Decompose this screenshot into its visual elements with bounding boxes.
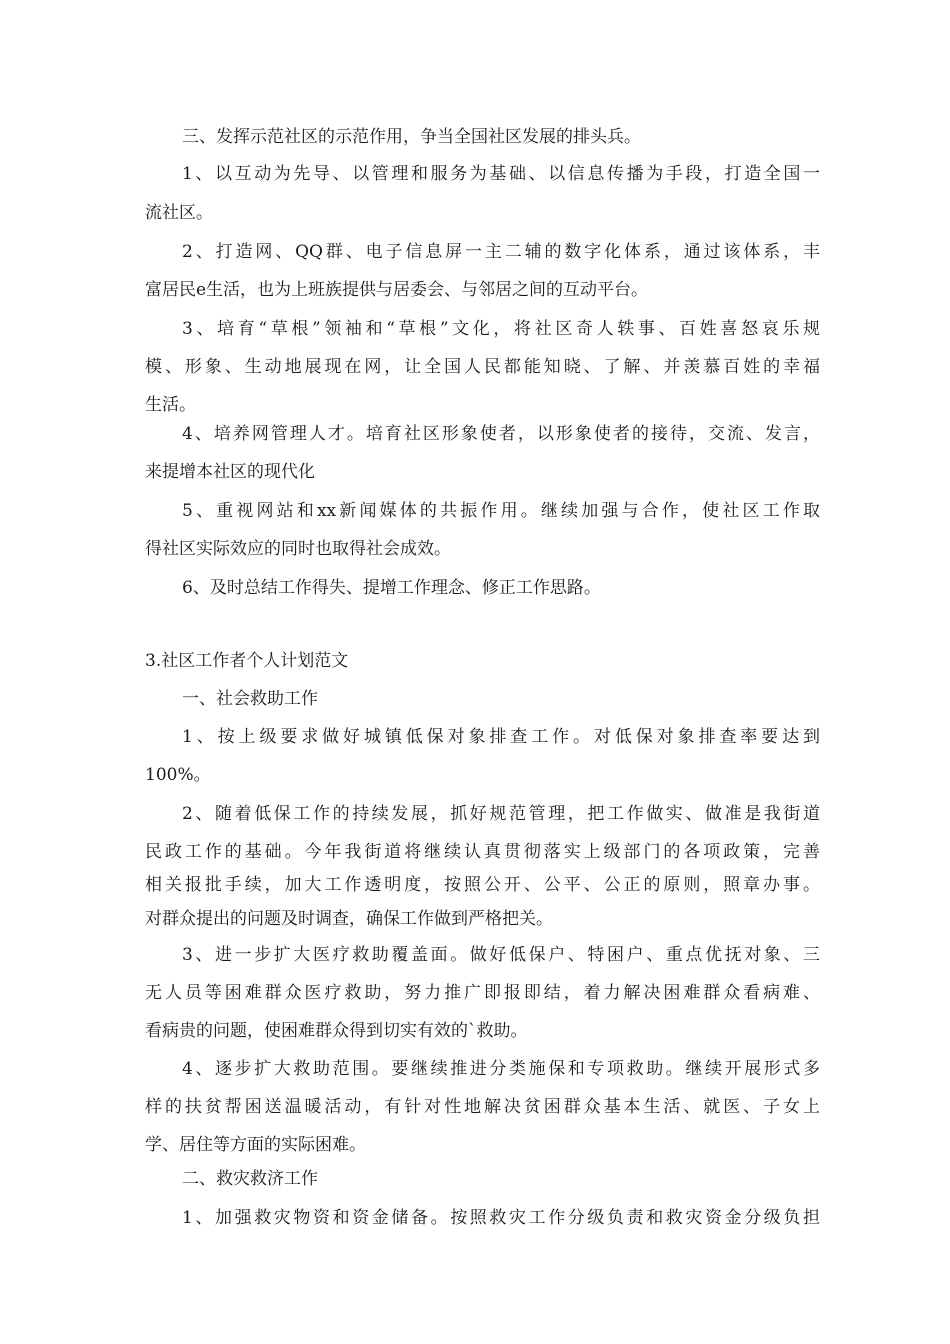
paragraph-line: 1、按上级要求做好城镇低保对象排查工作。对低保对象排查率要达到 xyxy=(182,727,820,747)
paragraph-line: 4、培养网管理人才。培育社区形象使者，以形象使者的接待，交流、发言， xyxy=(182,424,820,444)
paragraph-line: 5、重视网站和xx新闻媒体的共振作用。继续加强与合作，使社区工作取 xyxy=(182,501,820,521)
paragraph-line: 1、以互动为先导、以管理和服务为基础、以信息传播为手段，打造全国一 xyxy=(182,164,820,184)
paragraph-line: 流社区。 xyxy=(145,203,213,223)
paragraph-line: 3、进一步扩大医疗救助覆盖面。做好低保户、特困户、重点优抚对象、三 xyxy=(182,945,820,965)
section-title: 3.社区工作者个人计划范文 xyxy=(145,651,349,671)
section-heading: 三、发挥示范社区的示范作用，争当全国社区发展的排头兵。 xyxy=(182,127,641,147)
paragraph-line: 2、随着低保工作的持续发展，抓好规范管理，把工作做实、做准是我街道 xyxy=(182,804,820,824)
paragraph-line: 相关报批手续，加大工作透明度，按照公开、公平、公正的原则，照章办事。 xyxy=(145,875,820,895)
paragraph-line: 2、打造网、QQ群、电子信息屏一主二辅的数字化体系，通过该体系，丰 xyxy=(182,242,820,262)
paragraph-line: 模、形象、生动地展现在网，让全国人民都能知晓、了解、并羡慕百姓的幸福 xyxy=(145,357,820,377)
paragraph-line: 富居民e生活，也为上班族提供与居委会、与邻居之间的互动平台。 xyxy=(145,280,649,300)
paragraph-line: 看病贵的问题，使困难群众得到切实有效的`救助。 xyxy=(145,1021,528,1041)
subsection-heading: 二、救灾救济工作 xyxy=(182,1169,318,1189)
paragraph-line: 3、培育“草根”领袖和“草根”文化，将社区奇人轶事、百姓喜怒哀乐规 xyxy=(182,319,820,339)
paragraph-line: 得社区实际效应的同时也取得社会成效。 xyxy=(145,539,451,559)
paragraph-line: 学、居住等方面的实际困难。 xyxy=(145,1135,366,1155)
paragraph-line: 6、及时总结工作得失、提增工作理念、修正工作思路。 xyxy=(182,578,601,598)
paragraph-line: 样的扶贫帮困送温暖活动，有针对性地解决贫困群众基本生活、就医、子女上 xyxy=(145,1097,820,1117)
paragraph-line: 生活。 xyxy=(145,395,196,415)
paragraph-line: 来提增本社区的现代化 xyxy=(145,462,315,482)
subsection-heading: 一、社会救助工作 xyxy=(182,689,318,709)
paragraph-line: 100%。 xyxy=(145,765,211,785)
paragraph-line: 1、加强救灾物资和资金储备。按照救灾工作分级负责和救灾资金分级负担 xyxy=(182,1208,820,1228)
paragraph-line: 对群众提出的问题及时调查，确保工作做到严格把关。 xyxy=(145,909,553,929)
paragraph-line: 4、逐步扩大救助范围。要继续推进分类施保和专项救助。继续开展形式多 xyxy=(182,1059,820,1079)
paragraph-line: 无人员等困难群众医疗救助，努力推广即报即结，着力解决困难群众看病难、 xyxy=(145,983,820,1003)
paragraph-line: 民政工作的基础。今年我街道将继续认真贯彻落实上级部门的各项政策，完善 xyxy=(145,842,820,862)
